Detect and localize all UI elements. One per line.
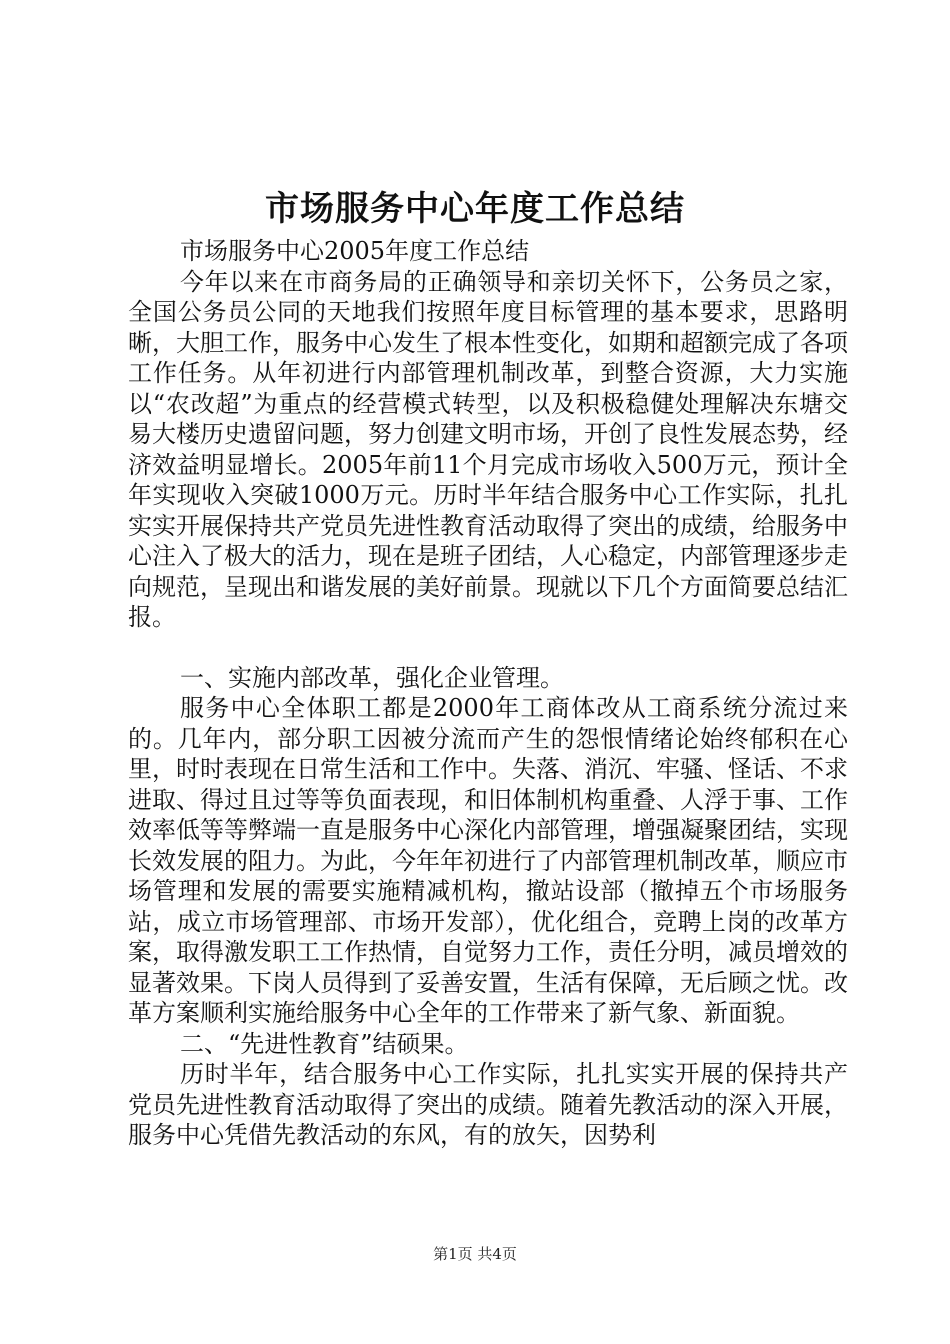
section-heading-1: 一、实施内部改革，强化企业管理。 bbox=[180, 663, 564, 692]
document-title: 市场服务中心年度工作总结 bbox=[265, 189, 685, 229]
section-1-paragraph: 服务中心全体职工都是2000年工商体改从工商系统分流过来的。几年内，部分职工因被分流而产生的怨恨情绪论始终郁积在心里，时时表现在日常生活和工作中。失落、消沉、牢骚、怪话、不求进取、得过且过等等负面表现，和旧体制机构重叠、人浮于事、工作效率低等等弊端一直是服务中心深化内部管理，增强凝聚团结，实现长效发展的阻力。为此，今年年初进行了内部管理机制改革，顺应市场管理和发展的需要实施精减机构，撤站设部（撤掉五个市场服务站，成立市场管理部、市场开发部），优化组合，竞聘上岗的改革方案，取得激发职工工作热情，自觉努力工作，责任分明，减员增效的显著效果。下岗人员得到了妥善安置，生活有保障，无后顾之忧。改革方案顺利实施给服务中心全年的工作带来了新气象、新面貌。 bbox=[128, 694, 848, 1027]
intro-paragraph: 今年以来在市商务局的正确领导和亲切关怀下，公务员之家，全国公务员公同的天地我们按照年度目标管理的基本要求，思路明晰，大胆工作，服务中心发生了根本性变化，如期和超额完成了各项工作任务。从年初进行内部管理机制改革，到整合资源，大力实施以“农改超”为重点的经营模式转型，以及积极稳健处理解决东塘交易大楼历史遗留问题，努力创建文明市场，开创了良性发展态势，经济效益明显增长。2005年前11个月完成市场收入500万元，预计全年实现收入突破1000万元。历时半年结合服务中心工作实际，扎扎实实开展保持共产党员先进性教育活动取得了突出的成绩，给服务中心注入了极大的活力，现在是班子团结，人心稳定，内部管理逐步走向规范，呈现出和谐发展的美好前景。现就以下几个方面简要总结汇报。 bbox=[128, 267, 848, 631]
document-body bbox=[128, 236, 848, 1151]
paragraph-gap bbox=[128, 633, 848, 663]
page-footer: 第1页 共4页 bbox=[433, 1245, 517, 1263]
section-heading-2: 二、“先进性教育”结硕果。 bbox=[180, 1029, 469, 1058]
section-2-paragraph: 历时半年，结合服务中心工作实际，扎扎实实开展的保持共产党员先进性教育活动取得了突出的成绩。随着先教活动的深入开展，服务中心凭借先教活动的东风，有的放矢，因势利 bbox=[128, 1060, 848, 1149]
subtitle-paragraph: 市场服务中心2005年度工作总结 bbox=[180, 237, 530, 265]
